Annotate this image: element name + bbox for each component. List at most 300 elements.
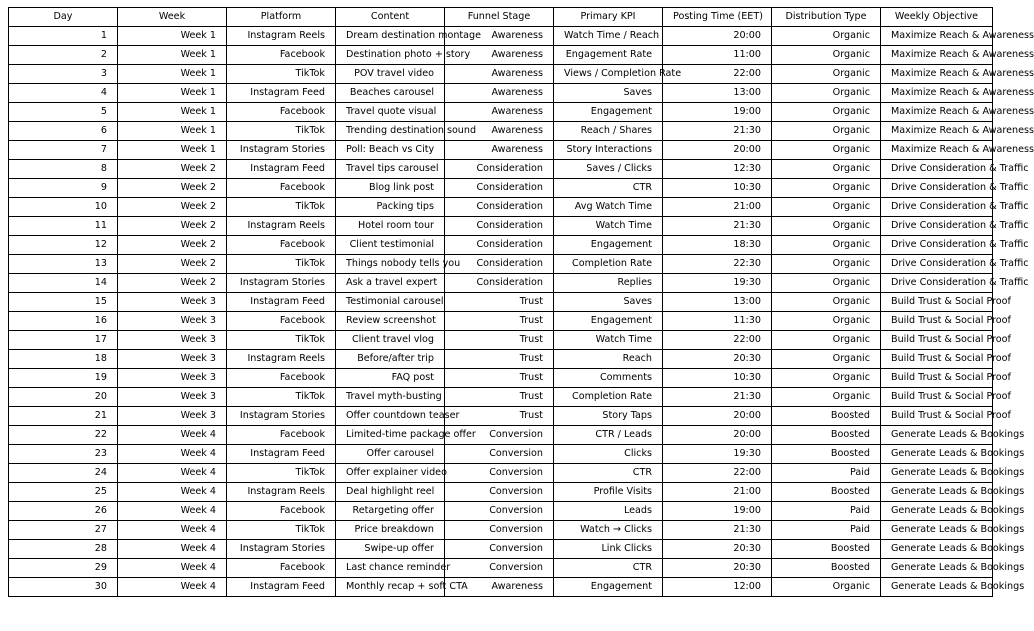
cell-distribution-type: Organic (772, 293, 881, 312)
cell-day: 24 (9, 464, 118, 483)
cell-content: Before/after trip (336, 350, 445, 369)
cell-platform: Instagram Feed (227, 293, 336, 312)
cell-funnel-stage: Consideration (445, 198, 554, 217)
cell-day: 6 (9, 122, 118, 141)
cell-posting-time: 20:30 (663, 540, 772, 559)
cell-day: 2 (9, 46, 118, 65)
cell-primary-kpi: Story Taps (554, 407, 663, 426)
cell-distribution-type: Organic (772, 350, 881, 369)
cell-platform: TikTok (227, 65, 336, 84)
cell-funnel-stage: Awareness (445, 84, 554, 103)
cell-day: 25 (9, 483, 118, 502)
cell-primary-kpi: Views / Completion Rate (554, 65, 663, 84)
cell-content: Destination photo + story (336, 46, 445, 65)
cell-content: Travel myth-busting (336, 388, 445, 407)
cell-primary-kpi: Link Clicks (554, 540, 663, 559)
cell-distribution-type: Organic (772, 122, 881, 141)
cell-platform: Facebook (227, 46, 336, 65)
cell-funnel-stage: Conversion (445, 559, 554, 578)
cell-platform: Instagram Feed (227, 445, 336, 464)
cell-content: Deal highlight reel (336, 483, 445, 502)
cell-posting-time: 19:30 (663, 274, 772, 293)
cell-posting-time: 13:00 (663, 84, 772, 103)
cell-funnel-stage: Awareness (445, 103, 554, 122)
table-row (9, 217, 993, 236)
cell-funnel-stage: Awareness (445, 141, 554, 160)
cell-platform: Instagram Stories (227, 274, 336, 293)
cell-primary-kpi: CTR (554, 179, 663, 198)
cell-weekly-objective: Build Trust & Social Proof (881, 293, 993, 312)
cell-week: Week 3 (118, 407, 227, 426)
cell-distribution-type: Organic (772, 578, 881, 597)
table-row (9, 198, 993, 217)
cell-content: Offer explainer video (336, 464, 445, 483)
cell-distribution-type: Organic (772, 217, 881, 236)
cell-day: 26 (9, 502, 118, 521)
cell-content: Price breakdown (336, 521, 445, 540)
cell-funnel-stage: Conversion (445, 445, 554, 464)
cell-week: Week 1 (118, 84, 227, 103)
cell-weekly-objective: Generate Leads & Bookings (881, 578, 993, 597)
cell-week: Week 2 (118, 198, 227, 217)
cell-funnel-stage: Trust (445, 293, 554, 312)
cell-platform: Facebook (227, 179, 336, 198)
cell-funnel-stage: Consideration (445, 236, 554, 255)
table-row (9, 445, 993, 464)
cell-week: Week 2 (118, 179, 227, 198)
cell-content: Retargeting offer (336, 502, 445, 521)
cell-week: Week 4 (118, 521, 227, 540)
cell-weekly-objective: Generate Leads & Bookings (881, 464, 993, 483)
cell-week: Week 4 (118, 540, 227, 559)
table-row (9, 65, 993, 84)
cell-distribution-type: Boosted (772, 483, 881, 502)
cell-primary-kpi: Avg Watch Time (554, 198, 663, 217)
cell-funnel-stage: Trust (445, 350, 554, 369)
header-row (9, 8, 993, 27)
cell-posting-time: 22:00 (663, 65, 772, 84)
cell-funnel-stage: Consideration (445, 274, 554, 293)
cell-weekly-objective: Build Trust & Social Proof (881, 388, 993, 407)
cell-platform: Instagram Stories (227, 407, 336, 426)
cell-funnel-stage: Trust (445, 369, 554, 388)
cell-day: 1 (9, 27, 118, 46)
cell-day: 20 (9, 388, 118, 407)
cell-platform: TikTok (227, 122, 336, 141)
table-row (9, 293, 993, 312)
cell-primary-kpi: Story Interactions (554, 141, 663, 160)
cell-posting-time: 13:00 (663, 293, 772, 312)
table-row (9, 502, 993, 521)
cell-distribution-type: Organic (772, 141, 881, 160)
cell-week: Week 4 (118, 502, 227, 521)
table-row (9, 160, 993, 179)
cell-distribution-type: Organic (772, 103, 881, 122)
cell-day: 23 (9, 445, 118, 464)
cell-primary-kpi: Leads (554, 502, 663, 521)
cell-platform: Facebook (227, 559, 336, 578)
cell-primary-kpi: Completion Rate (554, 388, 663, 407)
table-row (9, 312, 993, 331)
cell-day: 3 (9, 65, 118, 84)
cell-week: Week 1 (118, 46, 227, 65)
cell-distribution-type: Boosted (772, 559, 881, 578)
table-row (9, 179, 993, 198)
cell-weekly-objective: Build Trust & Social Proof (881, 312, 993, 331)
cell-posting-time: 19:00 (663, 103, 772, 122)
cell-week: Week 4 (118, 483, 227, 502)
cell-primary-kpi: Watch → Clicks (554, 521, 663, 540)
cell-platform: Facebook (227, 502, 336, 521)
cell-day: 9 (9, 179, 118, 198)
cell-primary-kpi: Reach / Shares (554, 122, 663, 141)
cell-distribution-type: Organic (772, 198, 881, 217)
cell-weekly-objective: Generate Leads & Bookings (881, 483, 993, 502)
cell-day: 16 (9, 312, 118, 331)
cell-posting-time: 20:00 (663, 27, 772, 46)
cell-posting-time: 20:30 (663, 559, 772, 578)
header-platform: Platform (227, 8, 336, 27)
cell-weekly-objective: Maximize Reach & Awareness (881, 103, 993, 122)
cell-platform: Instagram Feed (227, 84, 336, 103)
cell-weekly-objective: Drive Consideration & Traffic (881, 217, 993, 236)
cell-content: Review screenshot (336, 312, 445, 331)
table-body (9, 27, 1034, 597)
cell-weekly-objective: Build Trust & Social Proof (881, 350, 993, 369)
cell-posting-time: 22:00 (663, 331, 772, 350)
header-distribution-type: Distribution Type (772, 8, 881, 27)
cell-funnel-stage: Trust (445, 331, 554, 350)
cell-day: 18 (9, 350, 118, 369)
cell-weekly-objective: Drive Consideration & Traffic (881, 198, 993, 217)
cell-weekly-objective: Drive Consideration & Traffic (881, 274, 993, 293)
header-content: Content (336, 8, 445, 27)
cell-posting-time: 11:00 (663, 46, 772, 65)
cell-weekly-objective: Drive Consideration & Traffic (881, 179, 993, 198)
cell-content: Monthly recap + soft CTA (336, 578, 445, 597)
cell-weekly-objective: Build Trust & Social Proof (881, 407, 993, 426)
cell-day: 14 (9, 274, 118, 293)
cell-distribution-type: Organic (772, 312, 881, 331)
cell-primary-kpi: Watch Time (554, 331, 663, 350)
cell-funnel-stage: Trust (445, 407, 554, 426)
cell-weekly-objective: Drive Consideration & Traffic (881, 236, 993, 255)
cell-distribution-type: Organic (772, 84, 881, 103)
cell-primary-kpi: Clicks (554, 445, 663, 464)
cell-weekly-objective: Maximize Reach & Awareness (881, 27, 993, 46)
content-calendar-table (8, 7, 1034, 597)
cell-week: Week 1 (118, 27, 227, 46)
cell-posting-time: 22:00 (663, 464, 772, 483)
cell-posting-time: 20:30 (663, 350, 772, 369)
cell-posting-time: 21:30 (663, 217, 772, 236)
cell-week: Week 3 (118, 312, 227, 331)
cell-day: 8 (9, 160, 118, 179)
cell-funnel-stage: Awareness (445, 578, 554, 597)
cell-week: Week 4 (118, 426, 227, 445)
cell-posting-time: 11:30 (663, 312, 772, 331)
cell-posting-time: 20:00 (663, 426, 772, 445)
cell-posting-time: 12:30 (663, 160, 772, 179)
table-row (9, 103, 993, 122)
cell-week: Week 1 (118, 65, 227, 84)
cell-platform: Instagram Stories (227, 540, 336, 559)
cell-week: Week 2 (118, 160, 227, 179)
cell-primary-kpi: Engagement (554, 103, 663, 122)
table-row (9, 407, 993, 426)
table-row (9, 578, 993, 597)
cell-platform: TikTok (227, 388, 336, 407)
cell-distribution-type: Organic (772, 274, 881, 293)
cell-weekly-objective: Generate Leads & Bookings (881, 445, 993, 464)
cell-weekly-objective: Generate Leads & Bookings (881, 559, 993, 578)
cell-platform: TikTok (227, 198, 336, 217)
cell-distribution-type: Boosted (772, 407, 881, 426)
cell-platform: Instagram Reels (227, 483, 336, 502)
cell-posting-time: 10:30 (663, 369, 772, 388)
cell-content: Trending destination sound (336, 122, 445, 141)
cell-primary-kpi: Engagement Rate (554, 46, 663, 65)
cell-platform: Instagram Reels (227, 350, 336, 369)
table-row (9, 369, 993, 388)
cell-weekly-objective: Maximize Reach & Awareness (881, 141, 993, 160)
cell-day: 17 (9, 331, 118, 350)
table-row (9, 122, 993, 141)
cell-distribution-type: Boosted (772, 445, 881, 464)
cell-posting-time: 22:30 (663, 255, 772, 274)
cell-content: Client testimonial (336, 236, 445, 255)
cell-primary-kpi: Replies (554, 274, 663, 293)
cell-posting-time: 19:30 (663, 445, 772, 464)
table-row (9, 236, 993, 255)
cell-posting-time: 21:30 (663, 122, 772, 141)
cell-weekly-objective: Maximize Reach & Awareness (881, 65, 993, 84)
cell-platform: TikTok (227, 255, 336, 274)
cell-content: Beaches carousel (336, 84, 445, 103)
header-week: Week (118, 8, 227, 27)
cell-posting-time: 20:00 (663, 141, 772, 160)
cell-week: Week 3 (118, 331, 227, 350)
cell-funnel-stage: Trust (445, 312, 554, 331)
table-row (9, 464, 993, 483)
cell-funnel-stage: Conversion (445, 483, 554, 502)
table-row (9, 483, 993, 502)
cell-content: Dream destination montage (336, 27, 445, 46)
cell-platform: Instagram Reels (227, 217, 336, 236)
cell-day: 21 (9, 407, 118, 426)
cell-day: 5 (9, 103, 118, 122)
cell-funnel-stage: Consideration (445, 255, 554, 274)
cell-distribution-type: Organic (772, 369, 881, 388)
cell-funnel-stage: Conversion (445, 464, 554, 483)
cell-primary-kpi: Saves (554, 293, 663, 312)
cell-funnel-stage: Consideration (445, 179, 554, 198)
cell-posting-time: 19:00 (663, 502, 772, 521)
cell-posting-time: 18:30 (663, 236, 772, 255)
cell-week: Week 2 (118, 274, 227, 293)
cell-platform: Instagram Reels (227, 27, 336, 46)
cell-content: FAQ post (336, 369, 445, 388)
cell-primary-kpi: Engagement (554, 236, 663, 255)
cell-funnel-stage: Awareness (445, 46, 554, 65)
cell-day: 29 (9, 559, 118, 578)
header-weekly-objective: Weekly Objective (881, 8, 993, 27)
cell-weekly-objective: Generate Leads & Bookings (881, 502, 993, 521)
cell-funnel-stage: Conversion (445, 502, 554, 521)
cell-content: Poll: Beach vs City (336, 141, 445, 160)
cell-day: 30 (9, 578, 118, 597)
table-row (9, 521, 993, 540)
cell-week: Week 1 (118, 122, 227, 141)
cell-primary-kpi: Comments (554, 369, 663, 388)
cell-distribution-type: Boosted (772, 426, 881, 445)
cell-content: Things nobody tells you (336, 255, 445, 274)
table-row (9, 27, 993, 46)
cell-distribution-type: Organic (772, 388, 881, 407)
cell-distribution-type: Organic (772, 331, 881, 350)
cell-funnel-stage: Awareness (445, 65, 554, 84)
cell-weekly-objective: Drive Consideration & Traffic (881, 160, 993, 179)
cell-day: 12 (9, 236, 118, 255)
cell-weekly-objective: Generate Leads & Bookings (881, 521, 993, 540)
cell-week: Week 2 (118, 236, 227, 255)
cell-primary-kpi: Engagement (554, 578, 663, 597)
cell-distribution-type: Organic (772, 46, 881, 65)
table-row (9, 274, 993, 293)
cell-posting-time: 21:00 (663, 198, 772, 217)
cell-content: Travel quote visual (336, 103, 445, 122)
cell-primary-kpi: Profile Visits (554, 483, 663, 502)
cell-day: 10 (9, 198, 118, 217)
cell-week: Week 4 (118, 464, 227, 483)
cell-week: Week 1 (118, 103, 227, 122)
cell-posting-time: 10:30 (663, 179, 772, 198)
cell-day: 11 (9, 217, 118, 236)
cell-day: 13 (9, 255, 118, 274)
cell-platform: TikTok (227, 521, 336, 540)
cell-distribution-type: Organic (772, 255, 881, 274)
header-funnel-stage: Funnel Stage (445, 8, 554, 27)
header-day: Day (9, 8, 118, 27)
cell-week: Week 3 (118, 369, 227, 388)
cell-weekly-objective: Drive Consideration & Traffic (881, 255, 993, 274)
cell-primary-kpi: CTR (554, 559, 663, 578)
cell-weekly-objective: Maximize Reach & Awareness (881, 84, 993, 103)
cell-primary-kpi: Completion Rate (554, 255, 663, 274)
cell-platform: Facebook (227, 236, 336, 255)
cell-funnel-stage: Consideration (445, 217, 554, 236)
cell-week: Week 3 (118, 293, 227, 312)
cell-funnel-stage: Consideration (445, 160, 554, 179)
cell-distribution-type: Organic (772, 65, 881, 84)
cell-day: 27 (9, 521, 118, 540)
table-row (9, 84, 993, 103)
cell-content: Blog link post (336, 179, 445, 198)
cell-funnel-stage: Awareness (445, 27, 554, 46)
cell-distribution-type: Paid (772, 502, 881, 521)
cell-platform: TikTok (227, 464, 336, 483)
cell-day: 22 (9, 426, 118, 445)
cell-content: Travel tips carousel (336, 160, 445, 179)
header-posting-time: Posting Time (EET) (663, 8, 772, 27)
table-row (9, 388, 993, 407)
cell-posting-time: 12:00 (663, 578, 772, 597)
cell-weekly-objective: Build Trust & Social Proof (881, 369, 993, 388)
cell-primary-kpi: Saves / Clicks (554, 160, 663, 179)
cell-primary-kpi: Engagement (554, 312, 663, 331)
table-row (9, 141, 993, 160)
cell-distribution-type: Organic (772, 27, 881, 46)
cell-posting-time: 21:30 (663, 521, 772, 540)
cell-content: Testimonial carousel (336, 293, 445, 312)
cell-weekly-objective: Generate Leads & Bookings (881, 426, 993, 445)
cell-weekly-objective: Generate Leads & Bookings (881, 540, 993, 559)
cell-primary-kpi: CTR (554, 464, 663, 483)
cell-content: Swipe-up offer (336, 540, 445, 559)
cell-day: 4 (9, 84, 118, 103)
cell-distribution-type: Boosted (772, 540, 881, 559)
cell-posting-time: 20:00 (663, 407, 772, 426)
cell-weekly-objective: Build Trust & Social Proof (881, 331, 993, 350)
cell-primary-kpi: Reach (554, 350, 663, 369)
cell-content: Packing tips (336, 198, 445, 217)
cell-distribution-type: Organic (772, 179, 881, 198)
cell-primary-kpi: Saves (554, 84, 663, 103)
cell-platform: Facebook (227, 312, 336, 331)
cell-week: Week 1 (118, 141, 227, 160)
cell-weekly-objective: Maximize Reach & Awareness (881, 122, 993, 141)
cell-funnel-stage: Awareness (445, 122, 554, 141)
cell-content: Offer carousel (336, 445, 445, 464)
cell-day: 7 (9, 141, 118, 160)
cell-platform: Instagram Feed (227, 160, 336, 179)
cell-platform: Facebook (227, 369, 336, 388)
cell-weekly-objective: Maximize Reach & Awareness (881, 46, 993, 65)
cell-platform: Instagram Stories (227, 141, 336, 160)
cell-week: Week 4 (118, 578, 227, 597)
cell-primary-kpi: Watch Time (554, 217, 663, 236)
cell-content: Ask a travel expert (336, 274, 445, 293)
cell-funnel-stage: Conversion (445, 540, 554, 559)
cell-distribution-type: Paid (772, 521, 881, 540)
cell-week: Week 4 (118, 559, 227, 578)
cell-platform: TikTok (227, 331, 336, 350)
cell-posting-time: 21:00 (663, 483, 772, 502)
cell-platform: Facebook (227, 103, 336, 122)
cell-primary-kpi: Watch Time / Reach (554, 27, 663, 46)
cell-content: Offer countdown teaser (336, 407, 445, 426)
cell-content: Hotel room tour (336, 217, 445, 236)
cell-platform: Instagram Feed (227, 578, 336, 597)
cell-distribution-type: Organic (772, 236, 881, 255)
table-row (9, 46, 993, 65)
cell-distribution-type: Organic (772, 160, 881, 179)
cell-primary-kpi: CTR / Leads (554, 426, 663, 445)
table-row (9, 350, 993, 369)
cell-platform: Facebook (227, 426, 336, 445)
cell-content: POV travel video (336, 65, 445, 84)
cell-week: Week 3 (118, 350, 227, 369)
cell-week: Week 2 (118, 255, 227, 274)
cell-week: Week 4 (118, 445, 227, 464)
cell-content: Last chance reminder (336, 559, 445, 578)
cell-distribution-type: Paid (772, 464, 881, 483)
cell-funnel-stage: Conversion (445, 426, 554, 445)
table-row (9, 559, 993, 578)
cell-day: 28 (9, 540, 118, 559)
table-row (9, 540, 993, 559)
cell-content: Limited-time package offer (336, 426, 445, 445)
